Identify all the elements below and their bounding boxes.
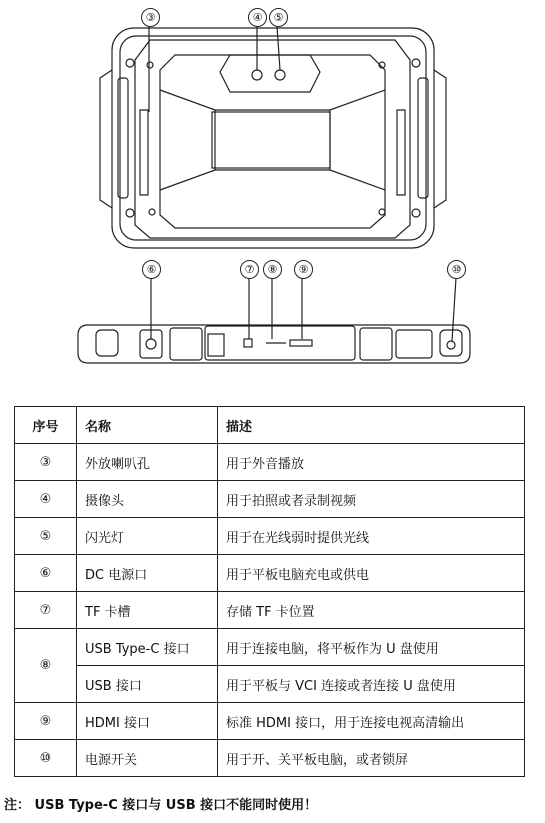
tablet-side-body bbox=[78, 325, 470, 363]
row-desc: 用于平板与 VCI 连接或者连接 U 盘使用 bbox=[218, 666, 525, 703]
row-no: ⑨ bbox=[15, 703, 77, 740]
header-desc: 描述 bbox=[218, 407, 525, 444]
camera-pod bbox=[220, 55, 320, 92]
table-row bbox=[15, 555, 525, 592]
table-row bbox=[15, 518, 525, 555]
row-desc: 用于平板电脑充电或供电 bbox=[218, 555, 525, 592]
callout-10: ⑩ bbox=[447, 260, 466, 279]
header-no: 序号 bbox=[15, 407, 77, 444]
table-row bbox=[15, 740, 525, 777]
right-grip bbox=[434, 70, 446, 208]
row-desc: 用于开、关平板电脑，或者锁屏 bbox=[218, 740, 525, 777]
row-desc: 用于连接电脑，将平板作为 U 盘使用 bbox=[218, 629, 525, 666]
speaker-right bbox=[397, 110, 405, 195]
row-no: ⑤ bbox=[15, 518, 77, 555]
usb-note: 注： USB Type-C 接口与 USB 接口不能同时使用！ bbox=[4, 798, 318, 813]
row-desc: 用于拍照或者录制视频 bbox=[218, 481, 525, 518]
callout-5: ⑤ bbox=[269, 8, 288, 27]
row-no: ④ bbox=[15, 481, 77, 518]
callout-3: ③ bbox=[141, 8, 160, 27]
row-name: 摄像头 bbox=[77, 481, 218, 518]
row-no: ⑥ bbox=[15, 555, 77, 592]
row-no: ⑧ bbox=[15, 629, 77, 703]
row-name: USB 接口 bbox=[77, 666, 218, 703]
flash bbox=[275, 70, 285, 80]
row-no: ③ bbox=[15, 444, 77, 481]
row-name: DC 电源口 bbox=[77, 555, 218, 592]
table-row bbox=[15, 629, 525, 666]
table-row bbox=[15, 592, 525, 629]
spec-table bbox=[14, 406, 525, 777]
table-row bbox=[15, 666, 525, 703]
row-no: ⑦ bbox=[15, 592, 77, 629]
callout-6: ⑥ bbox=[142, 260, 161, 279]
header-name: 名称 bbox=[77, 407, 218, 444]
row-name: HDMI 接口 bbox=[77, 703, 218, 740]
row-name: 外放喇叭孔 bbox=[77, 444, 218, 481]
row-desc: 用于外音播放 bbox=[218, 444, 525, 481]
table-row bbox=[15, 703, 525, 740]
row-no: ⑩ bbox=[15, 740, 77, 777]
callout-4: ④ bbox=[248, 8, 267, 27]
tf-slot bbox=[244, 339, 252, 347]
left-grip bbox=[100, 70, 112, 208]
callout-8: ⑧ bbox=[263, 260, 282, 279]
center-panel bbox=[212, 112, 330, 168]
row-name: 电源开关 bbox=[77, 740, 218, 777]
power-button bbox=[447, 341, 455, 349]
table-row bbox=[15, 444, 525, 481]
row-desc: 存储 TF 卡位置 bbox=[218, 592, 525, 629]
row-desc: 用于在光线弱时提供光线 bbox=[218, 518, 525, 555]
hdmi-port bbox=[290, 340, 312, 346]
dc-port bbox=[146, 339, 156, 349]
table-row bbox=[15, 481, 525, 518]
callout-9: ⑨ bbox=[294, 260, 313, 279]
camera-lens bbox=[252, 70, 262, 80]
row-name: TF 卡槽 bbox=[77, 592, 218, 629]
row-name: 闪光灯 bbox=[77, 518, 218, 555]
row-name: USB Type-C 接口 bbox=[77, 629, 218, 666]
speaker-left bbox=[140, 110, 148, 195]
callout-7: ⑦ bbox=[240, 260, 259, 279]
tablet-drawing bbox=[0, 0, 545, 400]
row-desc: 标准 HDMI 接口，用于连接电视高清输出 bbox=[218, 703, 525, 740]
table-header-row bbox=[15, 407, 525, 444]
device-diagram bbox=[0, 0, 545, 400]
